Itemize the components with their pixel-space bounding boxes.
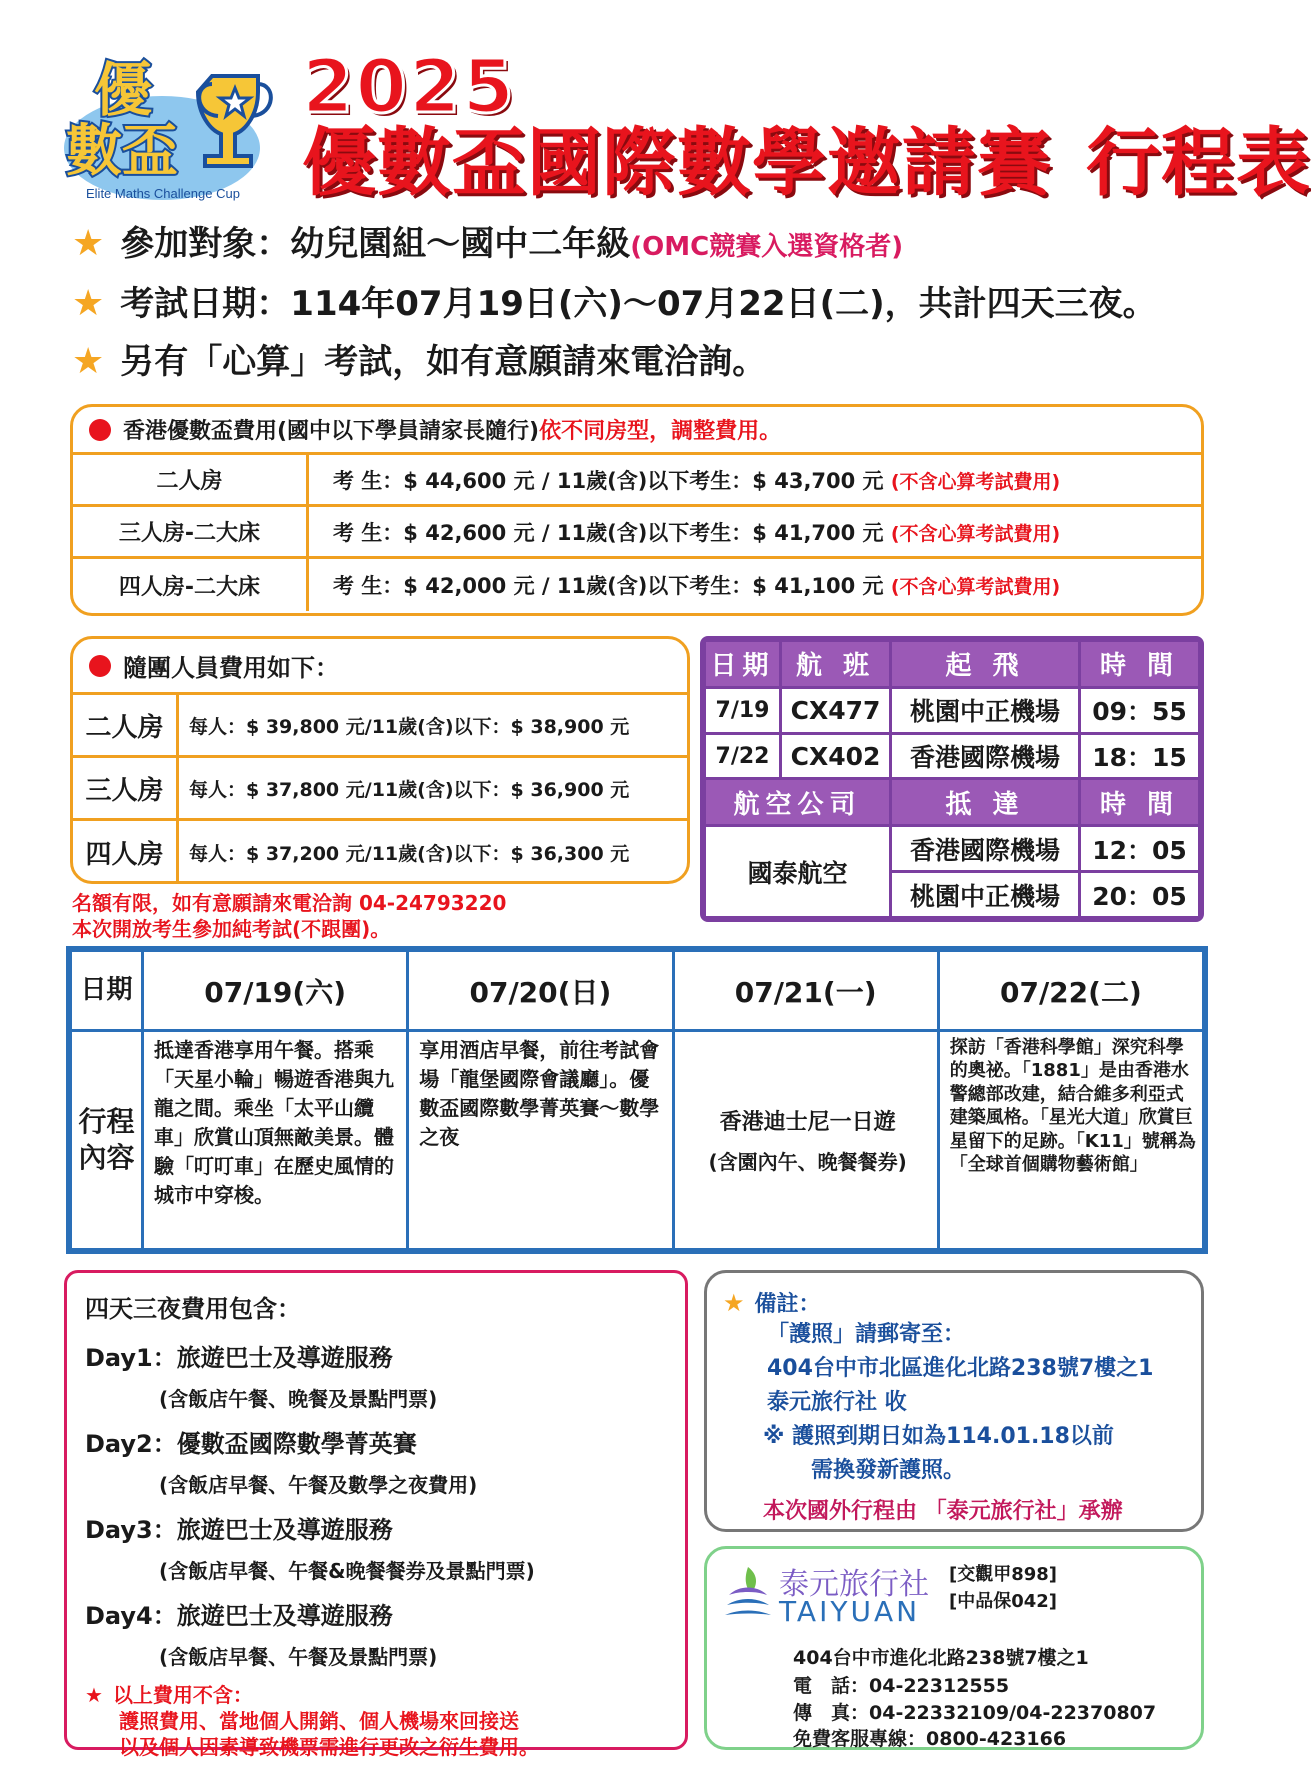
price-text: 考 生：$ 42,000 元 / 11歲(含)以下考生：$ 41,100 元 <box>333 574 884 598</box>
room-type: 三人房-二大床 <box>73 507 309 556</box>
arrive-time: 12：05 <box>1080 826 1200 872</box>
room-price: 每人：$ 37,200 元/11歲(含)以下：$ 36,300 元 <box>189 843 630 865</box>
flight-number: CX477 <box>781 687 891 733</box>
flight-header-date: 日期 <box>705 641 781 688</box>
itinerary-day3-text: 香港迪士尼一日遊 <box>719 1109 896 1135</box>
inclusion-day: Day1：旅遊巴士及導遊服務 <box>85 1344 393 1372</box>
flight-table <box>700 636 1204 922</box>
license-2: [中品保042] <box>949 1591 1058 1612</box>
remark-recipient: 泰元旅行社 收 <box>767 1390 907 1416</box>
remark-warning: ※ 護照到期日如為114.01.18以前 <box>763 1424 1114 1450</box>
remark-address: 404台中市北區進化北路238號7樓之1 <box>767 1356 1154 1382</box>
limit-note <box>72 890 506 942</box>
inclusion-day-detail: (含飯店早餐、午餐及數學之夜費用) <box>159 1473 478 1497</box>
info-participants <box>72 224 903 264</box>
flight-time: 09：55 <box>1080 687 1200 733</box>
companion-fee-heading-text: 隨團人員費用如下： <box>123 654 339 682</box>
inclusion-day: Day3：旅遊巴士及導遊服務 <box>85 1516 393 1544</box>
table-row <box>73 455 1201 507</box>
flight-header-depart: 起 飛 <box>891 641 1080 688</box>
elite-maths-cup-logo <box>62 48 284 208</box>
taiyuan-logo <box>721 1563 775 1621</box>
itinerary-content-label: 行程內容 <box>71 1031 143 1250</box>
star-icon: ★ <box>85 1683 103 1707</box>
arrive-airport: 香港國際機場 <box>891 826 1080 872</box>
price-text: 考 生：$ 44,600 元 / 11歲(含)以下考生：$ 43,700 元 <box>333 468 884 493</box>
inclusion-day-detail: (含飯店午餐、晚餐及景點門票) <box>159 1387 438 1411</box>
itinerary-day3 <box>673 1031 938 1250</box>
agency-fax: 傳 真：04-22332109/04-22370807 <box>793 1701 1157 1724</box>
info-mental-math-label: 另有「心算」考試，如有意願請來電洽詢。 <box>120 342 767 382</box>
flight-header-time: 時 間 <box>1080 641 1200 688</box>
logo-text-en: Elite Maths Challenge Cup <box>86 186 240 201</box>
itinerary-table <box>66 946 1208 1254</box>
limit-note-exam-only: 本次開放考生參加純考試(不跟團)。 <box>72 917 391 941</box>
info-mental-math <box>72 342 766 382</box>
inclusion-day: Day2：優數盃國際數學菁英賽 <box>85 1430 417 1458</box>
star-icon: ★ <box>72 223 105 264</box>
page-title <box>302 120 1311 206</box>
itinerary-day3-note: (含園內午、晚餐餐券) <box>708 1150 907 1175</box>
hk-fee-heading-note: 依不同房型，調整費用。 <box>539 419 782 444</box>
flight-number: CX402 <box>781 733 891 779</box>
room-type: 四人房 <box>73 821 179 884</box>
hk-fee-heading-text: 香港優數盃費用(國中以下學員請家長隨行) <box>123 419 540 444</box>
itinerary-day1-text: 抵達香港享用午餐。搭乘「天星小輪」暢遊香港與九龍之間。乘坐「太平山纜車」欣賞山頂無敵美景。體驗「叮叮車」在歷史風情的城市中穿梭。 <box>154 1038 394 1207</box>
arrive-time: 20：05 <box>1080 872 1200 918</box>
remark-title <box>723 1287 1185 1318</box>
star-icon: ★ <box>723 1289 745 1317</box>
table-row <box>73 559 1201 611</box>
license-1: [交觀甲898] <box>949 1564 1058 1585</box>
table-row <box>73 507 1201 559</box>
room-price <box>309 465 1060 495</box>
companion-fee-table <box>70 636 690 884</box>
title-main-text: 優數盃國際數學邀請賽 <box>302 120 1052 206</box>
title-sub-text: 行程表 <box>1086 120 1311 206</box>
exclusion-line2: 以及個人因素導致機票需進行更改之衍生費用。 <box>119 1735 539 1759</box>
limit-note-phone: 名額有限，如有意願請來電洽詢 04-24793220 <box>72 891 507 915</box>
room-type: 三人房 <box>73 758 179 818</box>
room-price <box>309 517 1060 547</box>
airline-name: 國泰航空 <box>705 826 891 918</box>
table-row <box>705 826 1200 872</box>
itinerary-date-label: 日期 <box>71 951 143 1031</box>
itinerary-day2-text: 享用酒店早餐，前往考試會場「龍堡國際會議廳」。優數盃國際數學菁英賽～數學之夜 <box>419 1038 660 1149</box>
hk-fee-table <box>70 404 1204 616</box>
room-type: 四人房-二大床 <box>73 559 309 611</box>
inclusion-day: Day4：旅遊巴士及導遊服務 <box>85 1602 393 1630</box>
price-note: (不含心算考試費用) <box>890 576 1061 598</box>
room-type: 二人房 <box>73 455 309 504</box>
inclusion-title: 四天三夜費用包含： <box>85 1295 301 1323</box>
room-type: 二人房 <box>73 695 179 755</box>
table-row <box>73 821 687 884</box>
exclusion-note <box>85 1682 667 1760</box>
table-row <box>73 695 687 758</box>
title-year: 2025 <box>302 44 516 130</box>
inclusion-day-detail: (含飯店早餐、午餐&晚餐餐券及景點門票) <box>159 1559 535 1583</box>
flight-airport: 香港國際機場 <box>891 733 1080 779</box>
itinerary-date: 07/20(日) <box>408 951 673 1031</box>
flight-date: 7/22 <box>705 733 781 779</box>
info-participants-note: (OMC競賽入選資格者) <box>630 232 904 262</box>
info-exam-date-label: 考試日期：114年07月19日(六)～07月22日(二)，共計四天三夜。 <box>120 284 1157 324</box>
flight-date: 7/19 <box>705 687 781 733</box>
bullet-dot-icon <box>89 419 111 441</box>
bullet-dot-icon <box>89 655 111 677</box>
itinerary-date: 07/22(二) <box>938 951 1203 1031</box>
itinerary-date: 07/21(一) <box>673 951 938 1031</box>
table-row <box>705 733 1200 779</box>
agency-address: 404台中市進化北路238號7樓之1 <box>793 1647 1089 1669</box>
flight-header-arrive: 抵 達 <box>891 779 1080 826</box>
price-note: (不含心算考試費用) <box>890 470 1061 493</box>
itinerary-date: 07/19(六) <box>143 951 408 1031</box>
itinerary-day4-text: 探訪「香港科學館」深究科學的奧祕。「1881」是由香港水警總部改建，結合維多利亞式建築風格。「星光大道」欣賞巨星留下的足跡。「K11」號稱為「全球首個購物藝術館」 <box>949 1037 1196 1175</box>
inclusion-day-detail: (含飯店早餐、午餐及景點門票) <box>159 1645 438 1669</box>
agency-license <box>949 1561 1057 1615</box>
info-participants-label: 參加對象：幼兒園組～國中二年級 <box>120 224 631 264</box>
room-price: 每人：$ 37,800 元/11歲(含)以下：$ 36,900 元 <box>189 778 630 801</box>
flight-header-flight: 航 班 <box>781 641 891 688</box>
agency-name-cn: 泰元旅行社 <box>779 1567 929 1602</box>
flight-header-time2: 時 間 <box>1080 779 1200 826</box>
table-row <box>705 687 1200 733</box>
remark-organizer: 本次國外行程由 「泰元旅行社」承辦 <box>763 1499 1123 1525</box>
itinerary-day1 <box>143 1031 408 1250</box>
agency-contact <box>793 1673 1156 1753</box>
flight-time: 18：15 <box>1080 733 1200 779</box>
remark-warning-2: 需換發新護照。 <box>811 1458 966 1484</box>
flight-header-airline: 航空公司 <box>705 779 891 826</box>
table-row <box>73 758 687 821</box>
companion-fee-heading <box>73 639 687 695</box>
itinerary-day4 <box>938 1031 1203 1250</box>
logo-text-top: 優 <box>94 56 153 124</box>
exclusion-title: 以上費用不含： <box>112 1683 253 1707</box>
room-price: 每人：$ 39,800 元/11歲(含)以下：$ 38,900 元 <box>189 715 630 738</box>
exclusion-line1: 護照費用、當地個人開銷、個人機場來回接送 <box>119 1709 519 1733</box>
price-note: (不含心算考試費用) <box>890 522 1061 545</box>
remark-box <box>704 1270 1204 1532</box>
itinerary-day2 <box>408 1031 673 1250</box>
star-icon: ★ <box>72 283 105 324</box>
hk-fee-heading <box>73 407 1201 455</box>
room-price <box>309 570 1060 600</box>
agency-tel: 電 話：04-22312555 <box>793 1675 1010 1697</box>
agency-name-en: TAIYUAN <box>779 1595 921 1628</box>
price-text: 考 生：$ 42,600 元 / 11歲(含)以下考生：$ 41,700 元 <box>333 520 884 545</box>
remark-passport: 「護照」請郵寄至： <box>767 1322 966 1347</box>
flight-airport: 桃園中正機場 <box>891 687 1080 733</box>
logo-text-bottom: 數盃 <box>66 119 178 184</box>
agency-hotline: 免費客服專線：0800-423166 <box>793 1728 1067 1751</box>
info-exam-date <box>72 284 1157 324</box>
star-icon: ★ <box>72 341 105 382</box>
fee-inclusion-box <box>64 1270 688 1759</box>
agency-box <box>704 1546 1204 1750</box>
remark-title-text: 備註： <box>754 1292 821 1317</box>
arrive-airport: 桃園中正機場 <box>891 872 1080 918</box>
